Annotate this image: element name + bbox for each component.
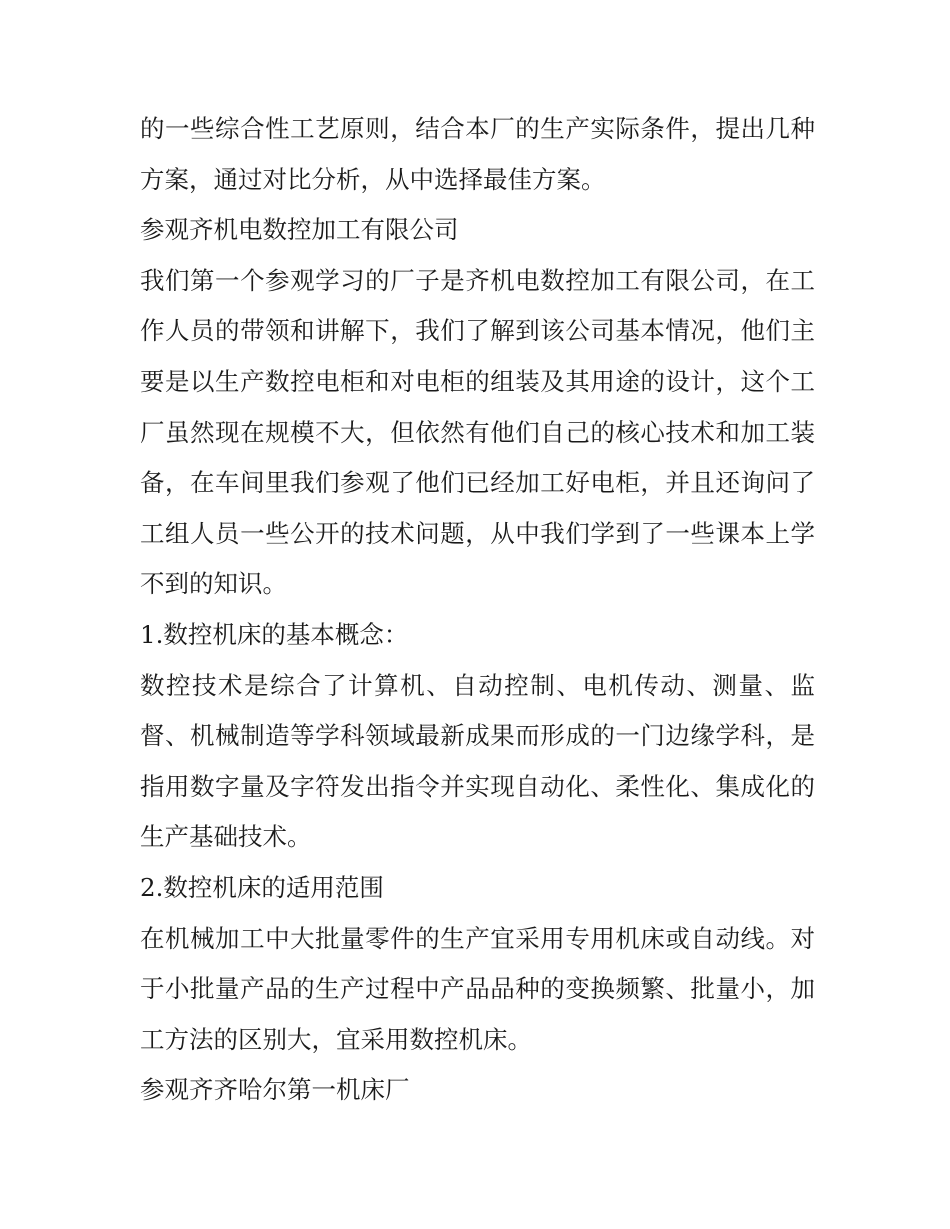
heading-qijidian-visit: 参观齐机电数控加工有限公司 — [140, 215, 459, 245]
heading-first-machine-tool-factory-visit: 参观齐齐哈尔第一机床厂 — [140, 1075, 410, 1105]
paragraph-intro-continuation: 的一些综合性工艺原则，结合本厂的生产实际条件，提出几种方案，通过对比分析，从中选择最佳方案。 — [140, 114, 815, 194]
paragraph-qijidian-description: 我们第一个参观学习的厂子是齐机电数控加工有限公司，在工作人员的带领和讲解下，我们了解到该公司基本情况，他们主要是以生产数控电柜和对电柜的组装及其用途的设计，这个工厂虽然现在规模不大，但依然有他们自己的核心技术和加工装备，在车间里我们参观了他们已经加工好电柜，并且还询问了工组人员一些公开的技术问题，从中我们学到了一些课本上学不到的知识。 — [140, 265, 815, 599]
heading-cnc-basic-concept: 1.数控机床的基本概念： — [140, 619, 409, 649]
paragraph-cnc-application: 在机械加工中大批量零件的生产宜采用专用机床或自动线。对于小批量产品的生产过程中产品品种的变换频繁、批量小，加工方法的区别大，宜采用数控机床。 — [140, 923, 815, 1054]
heading-cnc-application-scope: 2.数控机床的适用范围 — [140, 872, 384, 902]
paragraph-cnc-definition: 数控技术是综合了计算机、自动控制、电机传动、测量、监督、机械制造等学科领域最新成果而形成的一门边缘学科，是指用数字量及字符发出指令并实现自动化、柔性化、集成化的生产基础技术。 — [140, 670, 815, 852]
document-body — [140, 104, 815, 1116]
